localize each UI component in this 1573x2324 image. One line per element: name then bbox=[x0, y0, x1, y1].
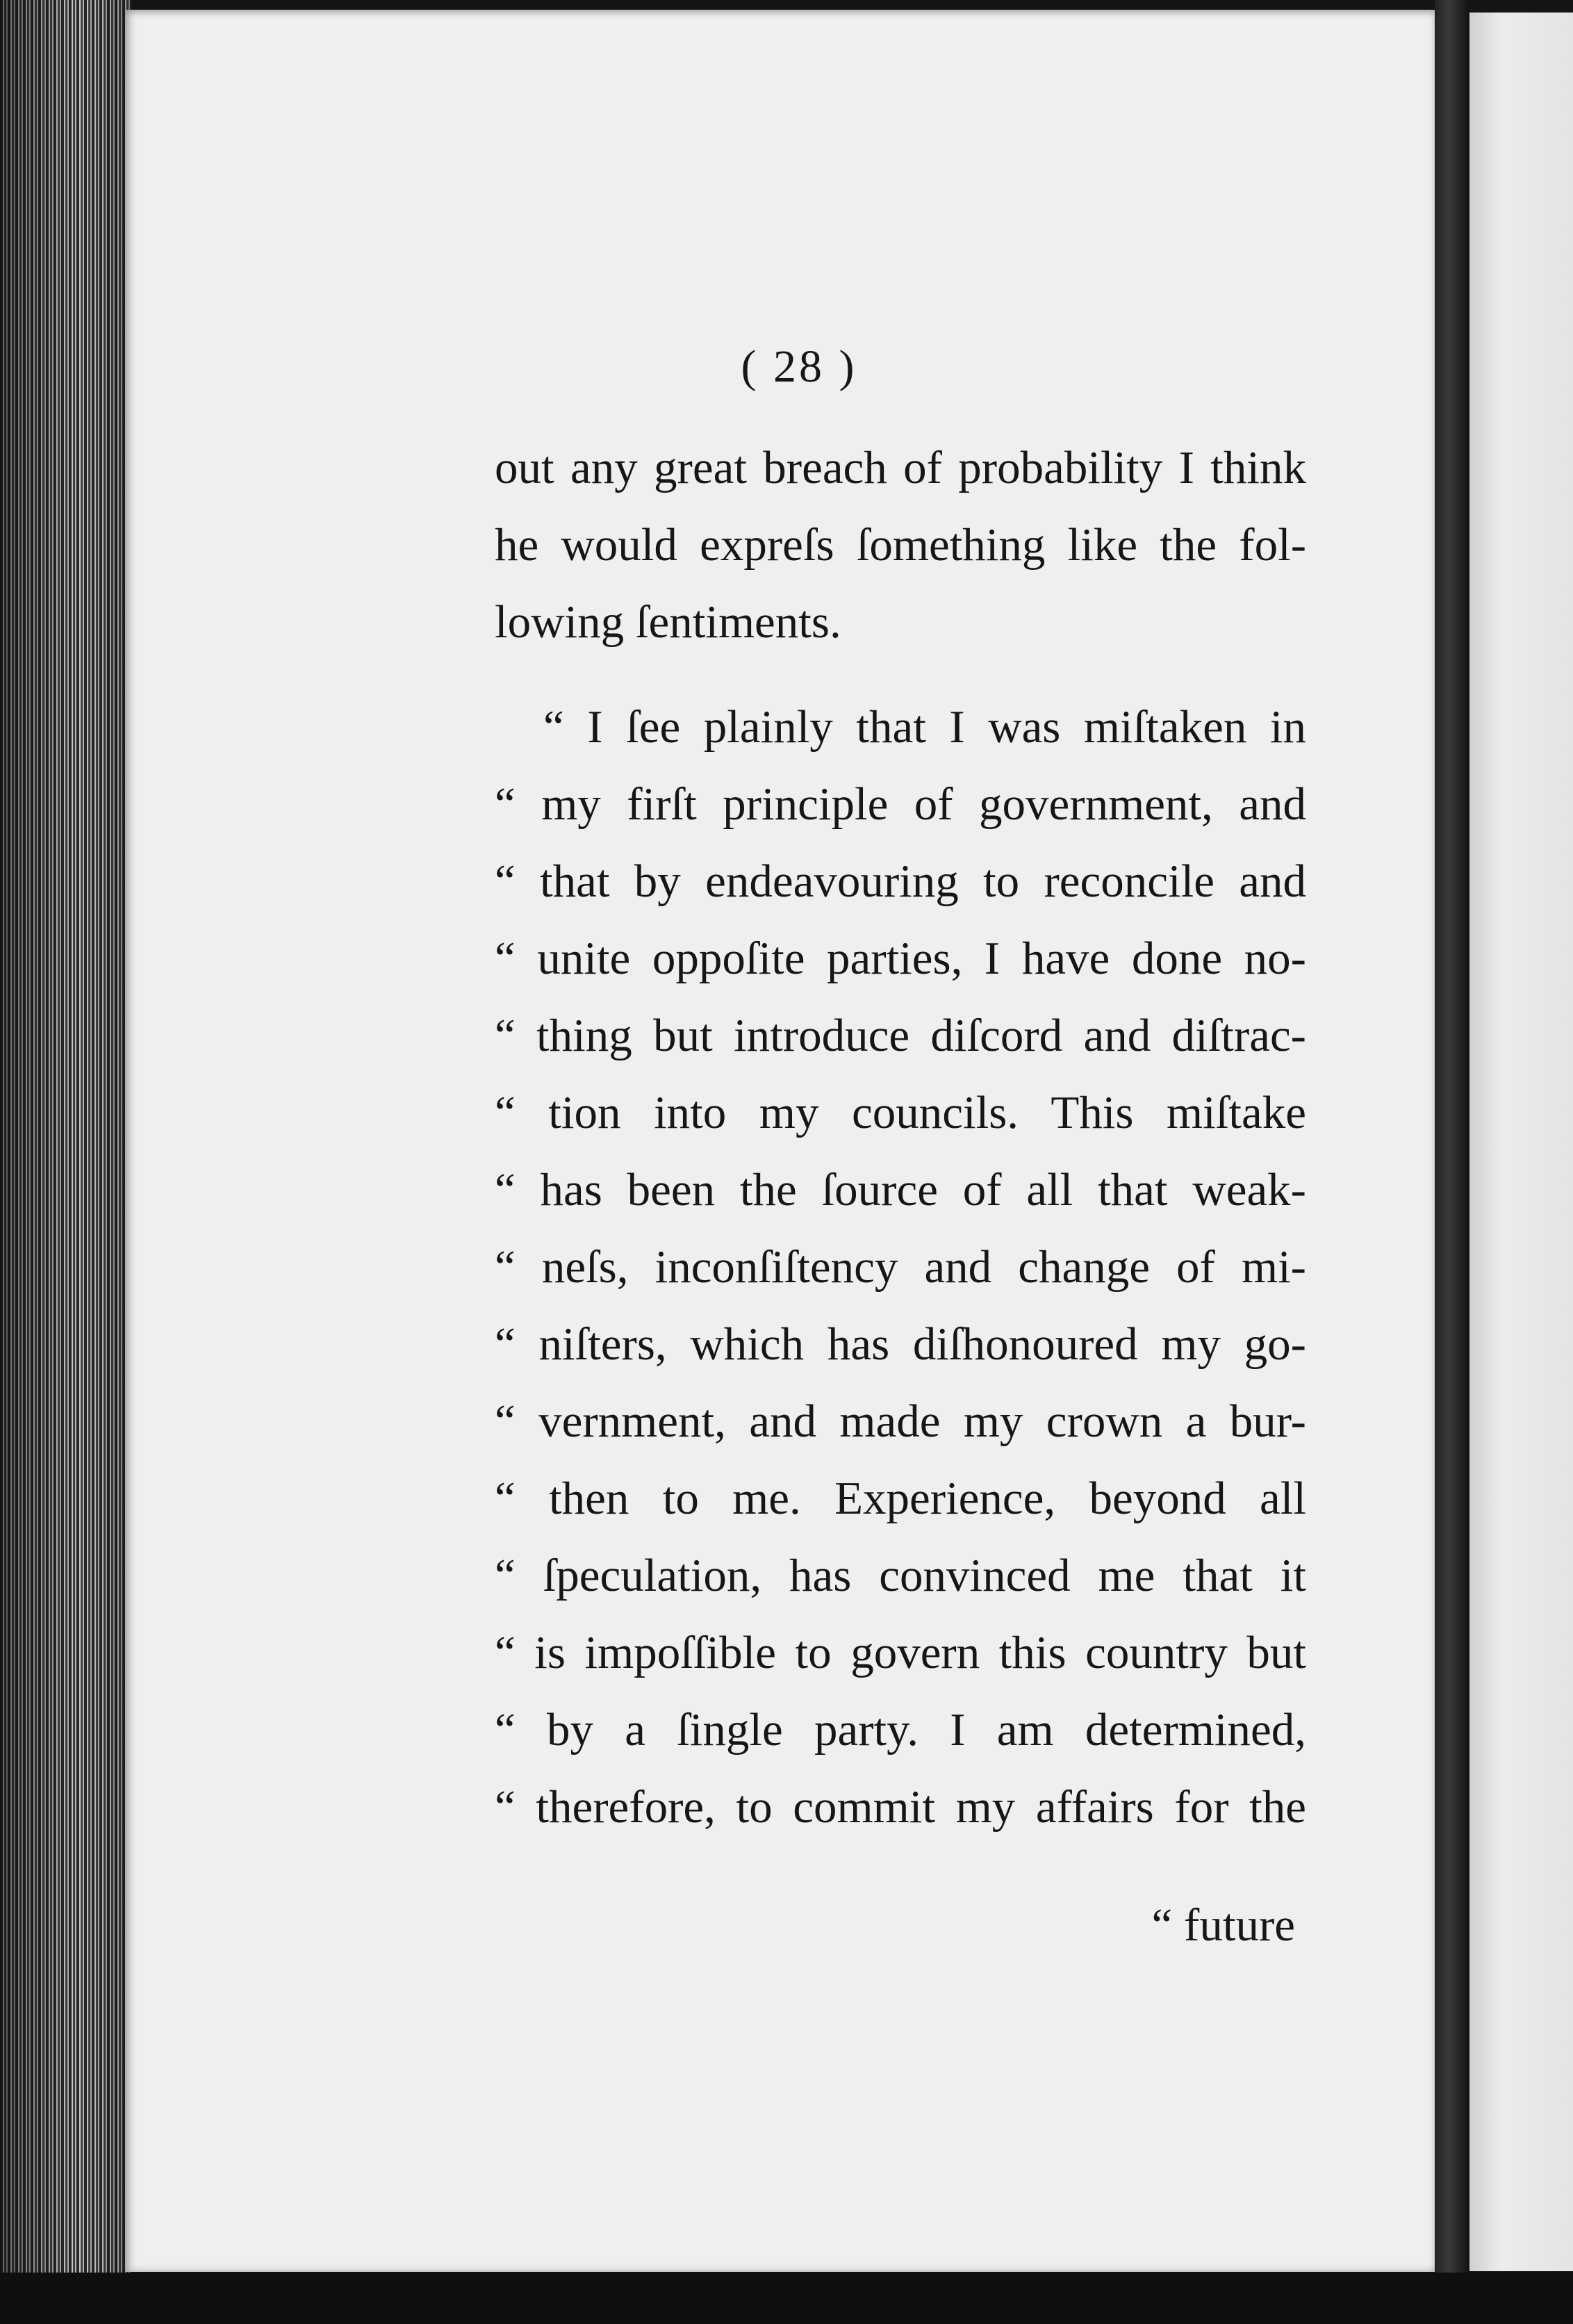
text-line: “ then to me. Experience, beyond all bbox=[495, 1473, 1306, 1524]
text-line: he would expreſs ſomething like the fol- bbox=[495, 519, 1306, 571]
text-line: “ ſpeculation, has convinced me that it bbox=[495, 1550, 1306, 1601]
book-gutter bbox=[1435, 0, 1469, 2324]
text-line: “ therefore, to commit my affairs for the bbox=[495, 1781, 1306, 1833]
text-line: “ neſs, inconſiſtency and change of mi- bbox=[495, 1241, 1306, 1293]
text-line: “ thing but introduce diſcord and diſtrac- bbox=[495, 1010, 1306, 1061]
text-line: “ that by endeavouring to reconcile and bbox=[495, 856, 1306, 907]
text-line: “ niſters, which has diſhonoured my go- bbox=[495, 1318, 1306, 1370]
text-line: “ my firſt principle of government, and bbox=[495, 778, 1306, 830]
page-edges-shadow bbox=[0, 0, 132, 2324]
text-line: “ is impoſſible to govern this country but bbox=[495, 1627, 1306, 1678]
catchword: “ future bbox=[1151, 1899, 1295, 1951]
text-line: “ tion into my councils. This miſtake bbox=[495, 1087, 1306, 1138]
text-line: lowing ſentiments. bbox=[495, 596, 841, 648]
text-line: “ has been the ſource of all that weak- bbox=[495, 1164, 1306, 1216]
text-line: “ by a ſingle party. I am determined, bbox=[495, 1704, 1306, 1756]
page-number: ( 28 ) bbox=[741, 341, 857, 392]
text-line: out any great breach of probability I think bbox=[495, 442, 1306, 493]
text-line: “ vernment, and made my crown a bur- bbox=[495, 1396, 1306, 1447]
text-line: “ unite oppoſite parties, I have done no- bbox=[495, 933, 1306, 984]
text-line: “ I ſee plainly that I was miſtaken in bbox=[543, 701, 1306, 753]
scan-bottom-border bbox=[0, 2273, 1573, 2324]
facing-page-edge bbox=[1469, 13, 1573, 2271]
